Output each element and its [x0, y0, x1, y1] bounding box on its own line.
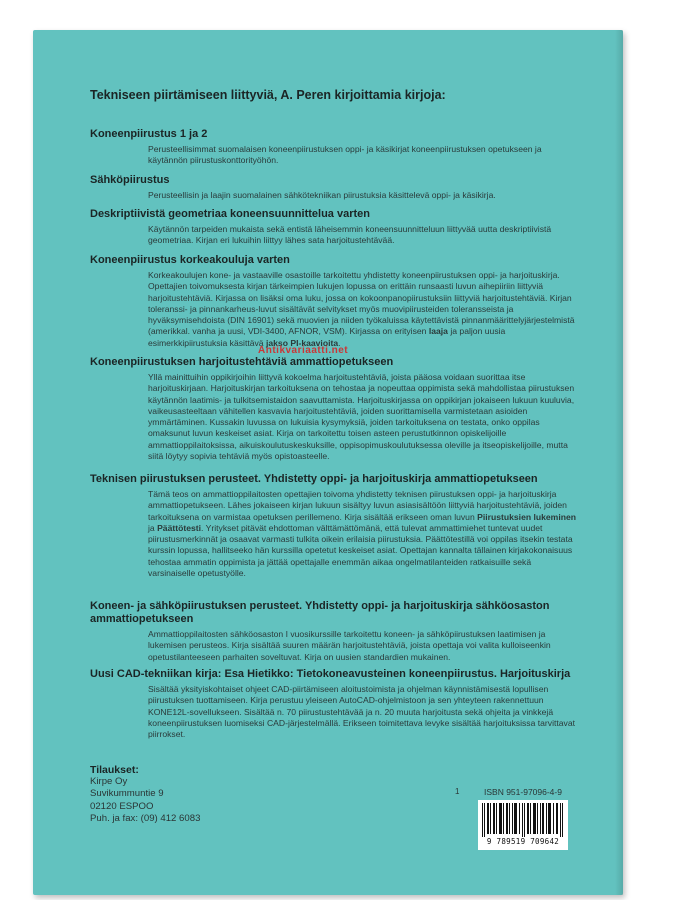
barcode-number: 9 789519 709642: [478, 837, 568, 846]
entry-text: .: [338, 337, 341, 348]
order-info: [90, 764, 200, 825]
book-entry-koneenpiirustus: [90, 128, 580, 167]
order-heading: Tilaukset:: [90, 764, 139, 776]
entry-description: Perusteellisimmat suomalaisen koneenpiirustuksen oppi- ja käsikirjat koneenpiirustuksen opetukseen ja käytännön piirustuskonttorityöhön.: [148, 144, 542, 166]
book-entry-sahkopiirustus: [90, 174, 580, 201]
entry-description: [148, 270, 580, 349]
entry-title: Uusi CAD-tekniikan kirja: Esa Hietikko: Tietokoneavusteinen koneenpiirustus. Harjoituskirja: [90, 668, 571, 680]
entry-bold-text: Päättötesti: [157, 522, 202, 533]
book-entry-harjoitustehtavia: [90, 356, 580, 462]
entry-bold-text: jakso PI-kaavioita: [265, 337, 339, 348]
entry-title: Koneen- ja sähköpiirustuksen perusteet. Yhdistetty oppi- ja harjoituskirja sähköosaston ammattiopetukseen: [90, 600, 550, 625]
entry-title: Deskriptiivistä geometriaa koneensuunnittelua varten: [90, 208, 370, 220]
book-entry-deskriptiivista-geometriaa: [90, 208, 580, 247]
barcode-icon: [478, 800, 568, 838]
entry-description: Käytännön tarpeiden mukaista sekä entistä läheisemmin koneensuunnitteluun liittyvää uutta deskriptiivistä geometriaa. Kirjan eri lukuihin liittyy lähes sata harjoitustehtävää.: [148, 224, 552, 246]
book-entry-korkeakoulut: [90, 254, 580, 349]
entry-description: Ammattioppilaitosten sähköosaston I vuosikurssille tarkoitettu koneen- ja sähköpiirustuksen laatimisen ja lukemisen perusteos. Kirja sisältää suuren määrän harjoitustehtäviä, joista opettaja voi valita kulloiseenkin opetustilanteeseen parhaiten soveltuvat. Kirja on uusien standardien mukainen.: [148, 629, 551, 662]
book-entry-koneen-ja-sahkopiirustus: [90, 600, 580, 663]
order-line-city: 02120 ESPOO: [90, 800, 154, 812]
entry-text: Tämä teos on ammattioppilaitosten opettajien toivoma yhdistetty teknisen piirustuksen oppi- ja harjoituskirja ammattiopetukseen. Lähes jokaiseen kirjan lukuun sisältyy luvun asiasisältöön liittyviä harjoitustehtäviä, joiden tarkoituksena on varmistaa opetuksen perillemeno. Kirja sisältää erikseen oman luvun: [148, 489, 567, 522]
page-number: 1: [455, 787, 460, 796]
watermark: Antikvariaatti.net: [258, 345, 349, 356]
entry-bold-text: Piirustuksien lukeminen: [477, 511, 576, 522]
cover-edge-shadow: [615, 30, 623, 895]
entry-title: Koneenpiirustus 1 ja 2: [90, 128, 208, 140]
page-heading: Tekniseen piirtämiseen liittyviä, A. Peren kirjoittamia kirjoja:: [90, 88, 446, 102]
isbn-label: ISBN 951-97096-4-9: [484, 787, 562, 797]
entry-bold-text: laaja: [428, 326, 448, 337]
book-entry-cad-tekniikka: [90, 668, 580, 740]
entry-description: Yllä mainittuihin oppikirjoihin liittyvä kokoelma harjoitustehtäviä, joista pääosa voidaan suorittaa itse harjoituskirjaan. Harjoituskirjan tarkoituksena on tehostaa ja nopeuttaa oppimista sekä mahdollistaa piirustuksen käytännön laatimis- ja tulkitsemistaidon saavuttamista. Harjoituskirjassa on oppikirjan jokaiseen lukuun kuuluvia, vaikeusasteeltaan vähitellen kasvavia harjoitustehtäviä, joiden suorittamisella varmistetaan asioiden ymmärtäminen. Kussakin luvussa on lukuisia kysymyksiä, joiden tarkoituksena on testata, onko oppilas omaksunut luvun keskeiset asiat. Kirja on tarkoitettu toisen asteen perustutkinnon opiskelijoille ammattioppilaitoksissa, aikuiskoulutuskeskuksille, oppisopimuskoulutuksessa oleville ja itseopiskelijoille, mutta siitä löytyy sopivia tehtäviä myös opistoasteelle.: [148, 372, 575, 462]
entry-title: Sähköpiirustus: [90, 174, 170, 186]
entry-text: . Yritykset pitävät ehdottoman välttämättömänä, että tulevat ammattimiehet tuntevat uudet piirustusmerkinnät ja osaavat varmasti tulkita oikein erilaisia piirustuksia. Päättötestillä voi oppilas itsekin testata kurssin lopussa, hallitseeko hän kurssilla opetetut keskeiset asiat. Opettajan kannalta tällainen kirjakokonaisuus tehostaa ammatin oppimista ja jättää opettajalle enemmän aikaa ongelmatilanteiden ratkaisuille sekä varsinaiselle opetustyölle.: [148, 522, 573, 579]
order-line-phone: Puh. ja fax: (09) 412 6083: [90, 812, 201, 824]
entry-title: Koneenpiirustus korkeakouluja varten: [90, 254, 290, 266]
entry-title: Teknisen piirustuksen perusteet. Yhdistetty oppi- ja harjoituskirja ammattiopetukseen: [90, 473, 538, 485]
book-entry-teknisen-piirustuksen-perusteet: [90, 473, 580, 579]
entry-text: ja: [148, 522, 158, 533]
entry-title: Koneenpiirustuksen harjoitustehtäviä ammattiopetukseen: [90, 356, 394, 368]
entry-text: Korkeakoulujen kone- ja vastaaville osastoille tarkoitettu yhdistetty koneenpiirustuksen oppi- ja harjoituskirja. Opettajien toivomuksesta kirjan tärkeimpien lukujen lopussa on erittäin runsaasti luvun aihepiiriin liittyviä harjoitustehtäviä. Kirjassa on lisäksi oma luku, jossa on kokoonpanopiirustuksiin liittyviä harjoitustehtäviä. Kirjan toleranssi- ja pinnankarheus-luvut sisältävät selvitykset myös muovipiirusteiden toleransseista ja hyväksymisehdoista (DIN 16901) sekä muovien ja niiden työkaluissa käytettävistä pinnanmäärittelyjärjestelmistä (amerikkal. vanha ja uusi, VDI-3400, AFNOR, VSM). Kirjassa on erityisen: [148, 270, 575, 337]
entry-description: Perusteellisin ja laajin suomalainen sähkötekniikan piirustuksia käsittelevä oppi- ja käsikirja.: [148, 190, 496, 200]
entry-text: ja paljon uusia esimerkkipiirustuksia käsittävä: [148, 326, 506, 348]
order-line-street: Suvikummuntie 9: [90, 788, 164, 800]
entry-description: Sisältää yksityiskohtaiset ohjeet CAD-piirtämiseen aloitustoimista ja ohjelman käynnistämisestä lopullisen piirustuksen tuottamiseen. Kirja perustuu yleiseen AutoCAD-ohjelmistoon ja sen yhteyteen rakennettuun KONE12L-sovellukseen. Sisältää n. 70 piirustustehtävää ja n. 20 muuta harjoitusta sekä ohjeita ja vinkkejä koneenpiirustuksen luomiseksi CAD-järjestelmällä. Erikseen toimitettava levyke sisältää harjoituksissa tarvittavat piirrokset.: [148, 684, 575, 740]
order-line-company: Kirpe Oy: [90, 776, 128, 788]
entry-description: [148, 489, 580, 579]
